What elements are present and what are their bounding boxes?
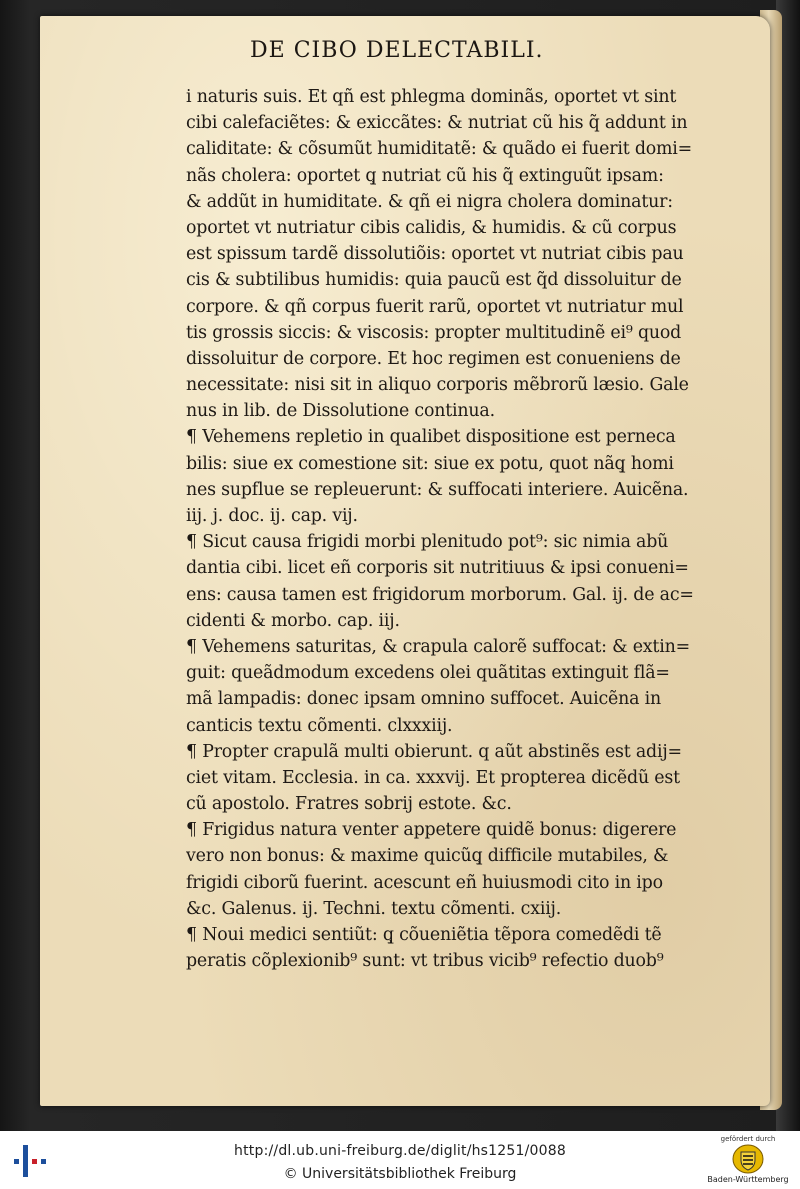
text-line: cibi calefaciẽtes: & exiccãtes: & nutriat cũ his q̃ addunt in [186,113,688,134]
text-line: guit: queãdmodum excedens olei quãtitas extinguit flã= [186,663,670,684]
viewer-footer [0,1131,800,1189]
text-line: &c. Galenus. ij. Techni. textu cõmenti. cxiij. [186,898,562,919]
text-line: vero non bonus: & maxime quicũq̧ difficile mutabiles, & [186,846,669,867]
text-line: ¶ Propter crapulã multi obierunt. q aũt abstinẽs est adij= [186,741,682,762]
text-line: nãs cholera: oportet q̧ nutriat cũ his q̃ extinguũt ipsam: [186,165,664,186]
baden-wuerttemberg-crest-icon [732,1144,764,1174]
text-line: oportet vt nutriatur cibis calidis, & humidis. & cũ corpus [186,217,677,238]
text-line: dantia cibi. licet eñ corporis sit nutritiuus & ipsi conueni= [186,558,689,579]
text-line: ens: causa tamen est frigidorum morborum. Gal. ij. de ac= [186,584,694,605]
text-line: caliditate: & cõsumũt humiditatẽ: & quãdo ei fuerit domi= [186,139,693,160]
text-line: necessitate: nisi sit in aliquo corporis mẽbrorũ læsio. Gale [186,375,689,396]
text-line: iij. j. doc. ij. cap. vij. [186,506,358,526]
text-line: ¶ Noui medici sentiũt: q̧ cõueniẽtia tẽpora comedẽdi tẽ [186,925,662,945]
text-line: est spissum tardẽ dissolutiõis: oportet vt nutriat cibis pau [186,244,684,265]
text-line: ¶ Vehemens repletio in qualibet dispositione est perneca [186,427,676,448]
text-line: cidenti & morbo. cap. iij. [186,610,400,631]
text-line: ciet vitam. Ecclesia. in ca. xxxvij. Et propterea dicẽdũ est [186,767,680,788]
text-line: frigidi ciborũ fuerint. acescunt eñ huiusmodi cito in ipo [186,872,663,893]
text-line: ¶ Frigidus natura venter appetere quidẽ bonus: digerere [186,820,677,841]
text-line: dissoluitur de corpore. Et hoc regimen est conueniens de [186,348,681,369]
sponsor-name: Baden-Württemberg [707,1175,789,1184]
permalink-url[interactable]: http://dl.ub.uni-freiburg.de/diglit/hs1251/0088 [234,1143,566,1159]
text-line: ¶ Vehemens saturitas, & crapula calorẽ suffocat: & extin= [186,636,690,657]
sponsor-block[interactable] [700,1135,796,1187]
text-line: cũ apostolo. Fratres sobrij estote. &c. [186,794,512,815]
running-header: DE CIBO DELECTABILI. [250,38,544,63]
text-line: i naturis suis. Et qñ est phlegma dominãs, oportet vt sint [186,87,677,107]
text-line: corpore. & qñ corpus fuerit rarũ, oportet vt nutriatur mul [186,296,684,317]
text-line: cis & subtilibus humidis: quia paucũ est q̃d dissoluitur de [186,270,682,291]
sponsor-label: gefördert durch [720,1135,776,1143]
copyright-notice: © Universitätsbibliothek Freiburg [283,1166,517,1182]
text-line: tis grossis siccis: & viscosis: propter multitudinẽ ei⁹ quod [186,322,682,343]
text-line: peratis cõplexionib⁹ sunt: vt tribus vicib⁹ refectio duob⁹ [186,951,664,972]
text-line: nus in lib. de Dissolutione continua. [186,401,495,422]
page-text [186,84,706,974]
text-line: mã lampadis: donec ipsam omnino suffocet. Auicẽna in [186,689,661,710]
text-line: canticis textu cõmenti. clxxxiij. [186,715,453,736]
text-line: & addũt in humiditate. & qñ ei nigra cholera dominatur: [186,191,673,212]
text-line: bilis: siue ex comestione sit: siue ex potu, quot nãq̧ homi [186,453,674,474]
text-line: nes supflue se repleuerunt: & suffocati interiere. Auicẽna. [186,479,689,500]
text-line: ¶ Sicut causa frigidi morbi plenitudo pot⁹: sic nimia abũ [186,532,669,553]
